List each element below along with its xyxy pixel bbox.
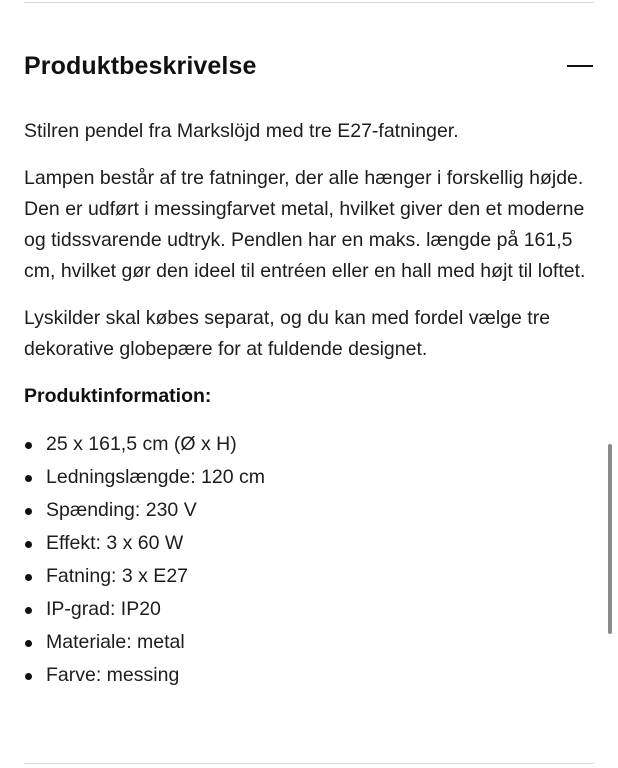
description-paragraph: Lampen består af tre fatninger, der alle hænger i forskellig højde. Den er udført i messingfarvet metal, hvilket giver den et moderne og tidssvarende udtryk. Pendlen har en maks. længde på 161,5 cm, hvilket gør den ideel til entréen eller en hall med højt til loftet. bbox=[24, 167, 586, 282]
spec-list bbox=[24, 428, 596, 692]
section-title: Produktbeskrivelse bbox=[24, 51, 257, 80]
spec-item: Spænding: 230 V bbox=[24, 494, 596, 527]
scrollbar[interactable] bbox=[608, 444, 612, 634]
light-source-paragraph: Lyskilder skal købes separat, og du kan med fordel vælge tre dekorative globepære for at fuldende designet. bbox=[24, 307, 551, 360]
product-info-heading: Produktinformation: bbox=[24, 385, 212, 407]
spec-item: IP-grad: IP20 bbox=[24, 593, 596, 626]
accordion-header[interactable] bbox=[24, 44, 594, 88]
spec-item: Effekt: 3 x 60 W bbox=[24, 527, 596, 560]
spec-item: Farve: messing bbox=[24, 659, 596, 692]
minus-icon[interactable] bbox=[566, 52, 594, 80]
spec-item: 25 x 161,5 cm (Ø x H) bbox=[24, 428, 596, 461]
spec-item: Materiale: metal bbox=[24, 626, 596, 659]
bottom-divider bbox=[24, 763, 594, 764]
spec-item: Ledningslængde: 120 cm bbox=[24, 461, 596, 494]
intro-paragraph: Stilren pendel fra Markslöjd med tre E27-fatninger. bbox=[24, 120, 459, 142]
accordion-content bbox=[24, 116, 596, 692]
spec-item: Fatning: 3 x E27 bbox=[24, 560, 596, 593]
top-divider bbox=[24, 2, 594, 3]
